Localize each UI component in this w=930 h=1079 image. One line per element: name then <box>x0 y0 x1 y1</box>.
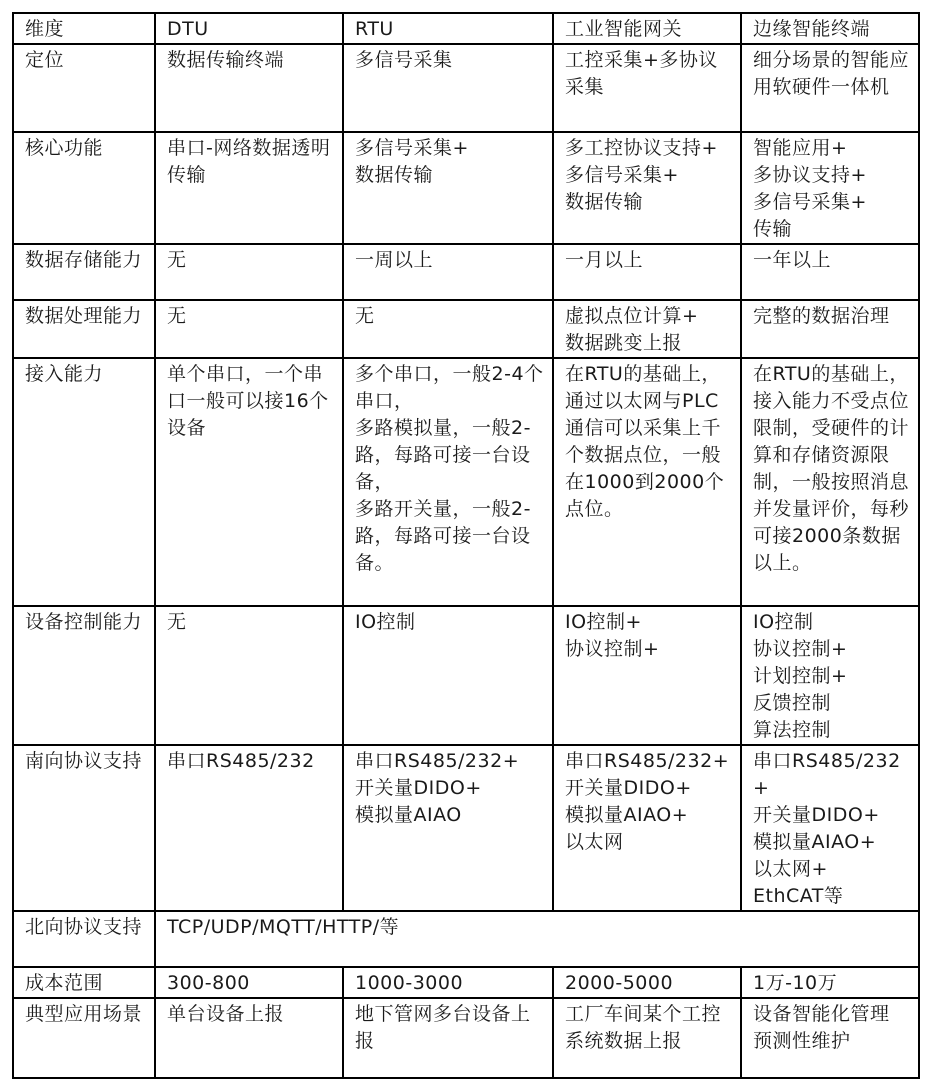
cell-line: 算法控制 <box>753 719 832 741</box>
cell-line: 协议控制+ <box>565 638 660 660</box>
cell-line: 开关量DIDO+ <box>753 804 880 826</box>
cell-line: IO控制 <box>753 611 814 633</box>
table-header-row <box>13 13 919 44</box>
cell-line: 设备智能化管理 <box>753 1003 890 1025</box>
cell-rtu <box>343 967 553 998</box>
cell-line: 多路模拟量，一般2-路，每路可接一台设备， <box>355 417 531 493</box>
row-dimension-cell: 北向协议支持 <box>13 911 155 967</box>
cell-gateway <box>553 606 741 745</box>
cell-line: 一周以上 <box>355 249 434 271</box>
cell-line: 2000-5000 <box>565 972 674 994</box>
cell-gateway <box>553 132 741 244</box>
cell-edge <box>741 244 919 300</box>
table-row <box>13 998 919 1078</box>
cell-line: 无 <box>167 305 187 327</box>
cell-dtu <box>155 44 343 132</box>
cell-line: 一年以上 <box>753 249 832 271</box>
cell-line: 多信号采集 <box>355 49 453 71</box>
cell-dtu <box>155 244 343 300</box>
row-dimension-cell: 定位 <box>13 44 155 132</box>
header-cell-dtu: DTU <box>155 13 343 44</box>
cell-edge <box>741 132 919 244</box>
cell-dtu <box>155 606 343 745</box>
cell-gateway <box>553 967 741 998</box>
cell-line: 多工控协议支持+ <box>565 137 718 159</box>
cell-edge <box>741 606 919 745</box>
cell-line: 多信号采集+ <box>355 137 469 159</box>
cell-rtu <box>343 44 553 132</box>
cell-line: 工厂车间某个工控系统数据上报 <box>565 1003 722 1052</box>
cell-gateway <box>553 998 741 1078</box>
table-row <box>13 911 919 967</box>
cell-line: 多信号采集+ <box>565 164 679 186</box>
cell-line: 计划控制+ <box>753 665 848 687</box>
table-row <box>13 745 919 911</box>
cell-rtu <box>343 244 553 300</box>
cell-line: 以太网 <box>565 831 624 853</box>
row-dimension-cell: 设备控制能力 <box>13 606 155 745</box>
cell-line: 无 <box>167 611 187 633</box>
table-row <box>13 606 919 745</box>
cell-line: 传输 <box>753 218 793 240</box>
cell-gateway <box>553 300 741 358</box>
cell-rtu <box>343 998 553 1078</box>
cell-gateway <box>553 44 741 132</box>
table-row <box>13 967 919 998</box>
cell-line: 开关量DIDO+ <box>565 777 692 799</box>
cell-rtu <box>343 606 553 745</box>
cell-line: 预测性维护 <box>753 1030 851 1052</box>
merged-value-cell: TCP/UDP/MQTT/HTTP/等 <box>155 911 919 967</box>
cell-line: 虚拟点位计算+ <box>565 305 699 327</box>
cell-line: 多信号采集+ <box>753 191 867 213</box>
cell-line: 多协议支持+ <box>753 164 867 186</box>
header-cell-gateway: 工业智能网关 <box>553 13 741 44</box>
cell-line: 数据传输 <box>355 164 434 186</box>
cell-dtu <box>155 132 343 244</box>
cell-line: IO控制+ <box>565 611 642 633</box>
row-dimension-cell: 数据存储能力 <box>13 244 155 300</box>
cell-gateway <box>553 358 741 606</box>
cell-line: 在RTU的基础上，通过以太网与PLC通信可以采集上千个数据点位，一般在1000到2000个点位。 <box>565 363 725 520</box>
cell-dtu <box>155 745 343 911</box>
cell-line: 模拟量AIAO+ <box>565 804 689 826</box>
cell-rtu <box>343 358 553 606</box>
table-row <box>13 358 919 606</box>
cell-edge <box>741 44 919 132</box>
cell-line: 模拟量AIAO+ <box>753 831 877 853</box>
header-cell-edge: 边缘智能终端 <box>741 13 919 44</box>
cell-line: 在RTU的基础上，接入能力不受点位限制，受硬件的计算和存储资源限制，一般按照消息并发量评价，每秒可接2000条数据以上。 <box>753 363 910 574</box>
table-body <box>13 13 919 1078</box>
cell-line: 无 <box>355 305 375 327</box>
table-row <box>13 132 919 244</box>
cell-line: 单个串口，一个串口一般可以接16个设备 <box>167 363 329 439</box>
cell-line: 串口-网络数据透明传输 <box>167 137 331 186</box>
cell-line: 反馈控制 <box>753 692 832 714</box>
cell-line: 协议控制+ <box>753 638 848 660</box>
cell-line: 1万-10万 <box>753 972 838 994</box>
cell-line: 多路开关量，一般2-路，每路可接一台设备。 <box>355 498 531 574</box>
cell-edge <box>741 998 919 1078</box>
cell-dtu <box>155 300 343 358</box>
cell-line: 智能应用+ <box>753 137 848 159</box>
table-row <box>13 44 919 132</box>
comparison-table <box>12 12 920 1079</box>
cell-edge <box>741 358 919 606</box>
cell-line: 1000-3000 <box>355 972 464 994</box>
cell-line: 以太网+ <box>753 858 828 880</box>
cell-line: 数据传输 <box>565 191 644 213</box>
header-cell-dimension: 维度 <box>13 13 155 44</box>
cell-line: 300-800 <box>167 972 250 994</box>
header-cell-rtu: RTU <box>343 13 553 44</box>
cell-line: 数据跳变上报 <box>565 332 683 354</box>
table-row <box>13 300 919 358</box>
cell-line: 多个串口，一般2-4个串口， <box>355 363 544 412</box>
cell-gateway <box>553 745 741 911</box>
cell-line: IO控制 <box>355 611 416 633</box>
row-dimension-cell: 核心功能 <box>13 132 155 244</box>
row-dimension-cell: 接入能力 <box>13 358 155 606</box>
cell-edge <box>741 300 919 358</box>
cell-line: 细分场景的智能应用软硬件一体机 <box>753 49 910 98</box>
cell-line: 串口RS485/232+ <box>753 750 901 799</box>
row-dimension-cell: 数据处理能力 <box>13 300 155 358</box>
table-row <box>13 244 919 300</box>
cell-dtu <box>155 967 343 998</box>
cell-line: EthCAT等 <box>753 885 844 907</box>
cell-rtu <box>343 745 553 911</box>
cell-edge <box>741 967 919 998</box>
cell-line: 开关量DIDO+ <box>355 777 482 799</box>
cell-line: 完整的数据治理 <box>753 305 890 327</box>
cell-rtu <box>343 132 553 244</box>
cell-line: 模拟量AIAO <box>355 804 462 826</box>
cell-line: 串口RS485/232 <box>167 750 315 772</box>
cell-line: 一月以上 <box>565 249 644 271</box>
cell-line: 串口RS485/232+ <box>565 750 730 772</box>
row-dimension-cell: 南向协议支持 <box>13 745 155 911</box>
cell-line: 无 <box>167 249 187 271</box>
row-dimension-cell: 典型应用场景 <box>13 998 155 1078</box>
cell-dtu <box>155 358 343 606</box>
cell-line: 串口RS485/232+ <box>355 750 520 772</box>
cell-line: 数据传输终端 <box>167 49 285 71</box>
cell-dtu <box>155 998 343 1078</box>
cell-line: 地下管网多台设备上报 <box>355 1003 531 1052</box>
row-dimension-cell: 成本范围 <box>13 967 155 998</box>
cell-line: 工控采集+多协议采集 <box>565 49 718 98</box>
cell-edge <box>741 745 919 911</box>
cell-gateway <box>553 244 741 300</box>
cell-line: 单台设备上报 <box>167 1003 285 1025</box>
cell-rtu <box>343 300 553 358</box>
